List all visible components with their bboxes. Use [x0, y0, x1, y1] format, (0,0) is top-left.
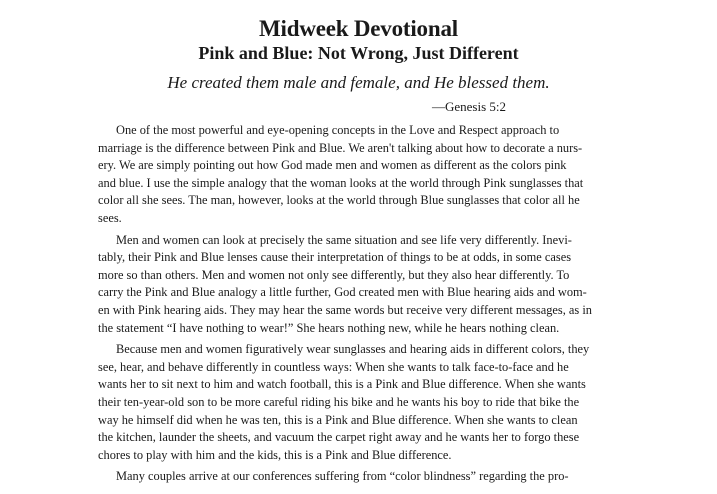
text-line: en with Pink hearing aids. They may hear the same words but receive very different messages, as in [98, 302, 592, 317]
paragraph [98, 341, 639, 464]
paragraph [116, 468, 639, 486]
text-line: the kitchen, launder the sheets, and vacuum the carpet right away and he wants her to forgo these [98, 430, 580, 445]
text-line: the statement “I have nothing to wear!” She hears nothing new, while he hears nothing clean. [98, 320, 560, 335]
text-line: sees. [98, 210, 122, 225]
paragraph [98, 232, 639, 338]
text-line: their ten-year-old son to be more careful riding his bike and he wants his boy to ride that bike the [98, 394, 580, 409]
text-line: tably, their Pink and Blue lenses cause their interpretation of things to be at odds, in some cases [98, 250, 572, 265]
text-line: ery. We are simply pointing out how God made men and women as different as the colors pink [98, 158, 567, 173]
text-line: see, hear, and behave differently in countless ways: When she wants to talk face-to-face and he [98, 359, 569, 374]
scripture-reference: —Genesis 5:2 [432, 99, 507, 114]
text-line: color all she sees. The man, however, looks at the world through Blue sunglasses that color all he [98, 193, 580, 208]
text-line: marriage is the difference between Pink and Blue. We aren't talking about how to decorate a nurs- [98, 140, 583, 155]
text-line: Because men and women figuratively wear sunglasses and hearing aids in different colors, they [116, 342, 590, 357]
text-line: One of the most powerful and eye-opening concepts in the Love and Respect approach to [116, 123, 560, 137]
text-line: wants her to sit next to him and watch football, this is a Pink and Blue difference. When she wants [98, 377, 586, 392]
text-line: way he himself did when he was ten, this is a Pink and Blue difference. When she wants to clean [98, 412, 578, 427]
text-line: and blue. I use the simple analogy that the woman looks at the world through Pink sunglasses that [98, 175, 584, 190]
text-line: chores to play with him and the kids, this is a Pink and Blue difference. [98, 447, 452, 462]
scripture-verse: He created them male and female, and He blessed them. [167, 73, 550, 92]
text-line: carry the Pink and Blue analogy a little further, God created men with Blue hearing aids and wom- [98, 285, 587, 300]
text-line: Many couples arrive at our conferences suffering from “color blindness” regarding the pro- [116, 469, 569, 484]
paragraph [98, 122, 639, 228]
text-line: more so than others. Men and women not only see differently, but they also hear differently. To [98, 267, 570, 282]
page-subtitle: Pink and Blue: Not Wrong, Just Different [198, 43, 519, 63]
text-line: Men and women can look at precisely the same situation and see life very differently. Inevi- [116, 232, 572, 247]
devotional-body [98, 122, 639, 490]
page-title: Midweek Devotional [259, 16, 458, 41]
